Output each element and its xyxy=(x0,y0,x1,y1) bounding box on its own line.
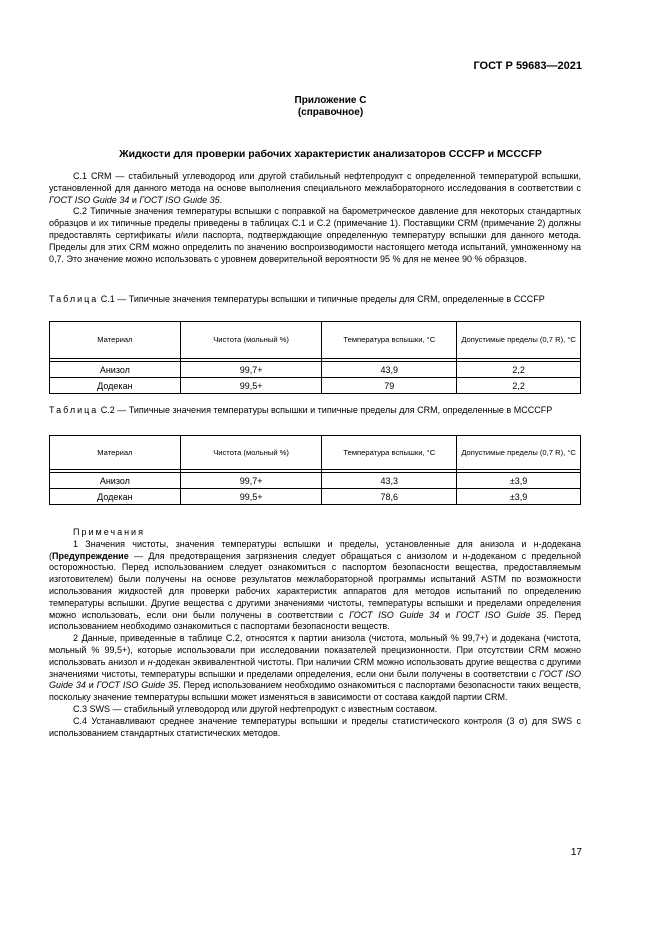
table2-header-flashpoint: Температура вспышки, °С xyxy=(322,436,457,470)
warning-label: Предупреждение xyxy=(52,550,129,561)
table-row: Анизол 99,7+ 43,9 2,2 xyxy=(50,362,581,378)
table2-header-limits: Допустимые пределы (0,7 R), °С xyxy=(457,436,581,470)
table-c2 xyxy=(49,435,581,505)
paragraph-c2: С.2 Типичные значения температуры вспышки с поправкой на барометрическое давление для некоторых стандартных образцов и их типичные пределы приведены в таблицах С.1 и С.2 (примечание 1). Поставщики CRM (примечание 2) должны предоставлять сертификаты и/или паспорта, подтверждающие определенную температуру вспышки для данного метода. Пределы для этих CRM можно определить по значению воспроизводимости настоящего метода испытаний, умноженному на 0,7. Это значение можно использовать с уровнем доверительной вероятности 95 % для не менее 90 % образцов. xyxy=(49,206,581,264)
table1-header-purity: Чистота (мольный %) xyxy=(180,322,322,359)
page-number: 17 xyxy=(570,847,582,858)
table-c1 xyxy=(49,321,581,394)
note-2: 2 Данные, приведенные в таблице С.2, относятся к партии анизола (чистота, мольный % 99,7+) и додекана (чистота, мольный % 99,5+), которые использовали при исследовании показателей прецизионности. При отсутствии CRM можно использовать анизол и н-додекан эквивалентной чистоты. При наличии CRM можно использовать другие вещества с другими значениями чистоты, температуры вспышки и пределами определения, если они были получены в соответствии с ГОСТ ISO Guide 34 и ГОСТ ISO Guide 35. Перед использованием необходимо ознакомиться с паспортами безопасности таких веществ, поскольку значение температуры вспышки может изменяться в зависимости от состава каждой партии CRM. xyxy=(49,633,582,703)
table-row: Додекан 99,5+ 79 2,2 xyxy=(50,378,581,394)
note-1: 1 Значения чистоты, значения температуры вспышки и пределы, установленные для анизола и н-додекана (Предупреждение — Для предотвращения загрязнения следует обращаться с анизолом и н-додеканом с предельной осторожностью. Перед использованием следует ознакомиться с паспортом безопасности вещества, предоставляемым изготовителем) были получены на основе результатов межлабораторной программы испытаний ASTM по возможности использования жидкостей для проверки рабочих характеристик аппаратов для методов испытаний по определению температуры вспышки. Другие вещества с другими значениями чистоты, температуры вспышки и пределами определения можно использовать, если они были получены в соответствии с ГОСТ ISO Guide 34 и ГОСТ ISO Guide 35. Перед использованием необходимо ознакомиться с паспортами безопасности веществ. xyxy=(49,538,582,632)
table2-header-row xyxy=(50,436,581,470)
paragraph-c4: С.4 Устанавливают среднее значение температуры вспышки и пределы статистического контроля (3 σ) для SWS с использованием стандартных статистических методов. xyxy=(49,715,581,738)
table1-header-limits: Допустимые пределы (0,7 R), °С xyxy=(457,322,581,359)
paragraph-c3: С.3 SWS — стабильный углеводород или другой нефтепродукт с известным составом. xyxy=(73,703,438,714)
table-row: Анизол 99,7+ 43,3 ±3,9 xyxy=(50,473,581,489)
table2-caption: Таблица С.2 — Типичные значения температуры вспышки и типичные пределы для CRM, определенные в MCCCFP xyxy=(49,405,553,415)
appendix-title: Приложение С xyxy=(294,95,367,106)
table2-header-purity: Чистота (мольный %) xyxy=(180,436,322,470)
table1-header-flashpoint: Температура вспышки, °С xyxy=(322,322,457,359)
body-paragraphs xyxy=(49,171,581,265)
appendix-subtitle: (справочное) xyxy=(297,107,364,118)
table-row: Додекан 99,5+ 78,6 ±3,9 xyxy=(50,489,581,505)
table2-header-material: Материал xyxy=(50,436,181,470)
table1-header-material: Материал xyxy=(50,322,181,359)
notes-heading: Примечания xyxy=(73,527,145,537)
table1-header-row xyxy=(50,322,581,359)
notes-block xyxy=(49,527,581,739)
paragraph-c1: С.1 CRM — стабильный углеводород или другой стабильный нефтепродукт с определенной температурой вспышки, установленной для данного метода на основе выполнения специального межлабораторного исследования в соответствии с ГОСТ ISO Guide 34 и ГОСТ ISO Guide 35. xyxy=(49,171,581,205)
section-title: Жидкости для проверки рабочих характеристик анализаторов CCCFP и MCCCFP xyxy=(119,148,542,160)
standard-header: ГОСТ Р 59683—2021 xyxy=(473,60,582,72)
table1-caption: Таблица С.1 — Типичные значения температуры вспышки и типичные пределы для CRM, определенные в CCCFP xyxy=(49,294,545,304)
